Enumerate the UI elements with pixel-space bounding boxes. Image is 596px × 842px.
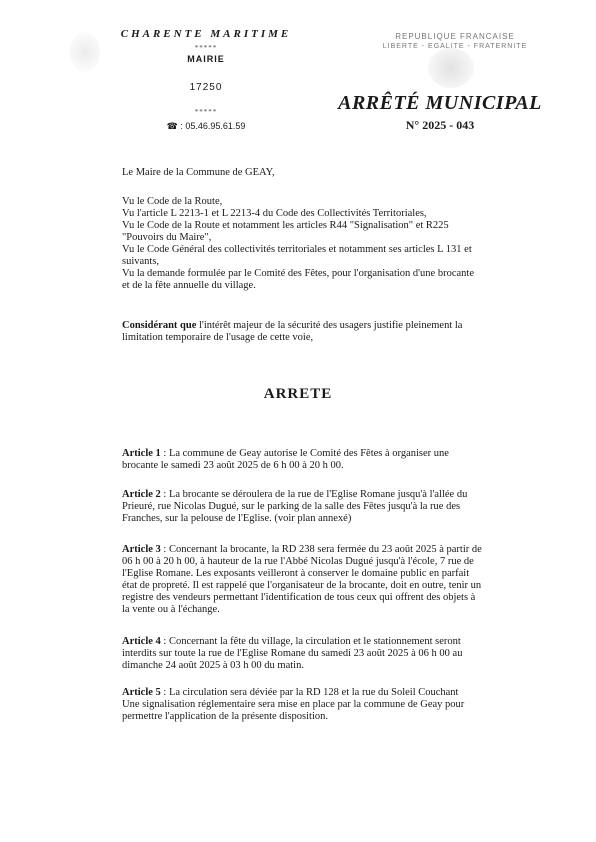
visa-line: Vu le Code de la Route, <box>122 196 223 207</box>
article-text: interdits sur toute la rue de l'Eglise Romane du samedi 23 août 2025 à 06 h 00 au <box>122 648 463 659</box>
considerant-text: l'intérêt majeur de la sécurité des usagers justifie pleinement la <box>196 320 463 331</box>
visa-line: Vu le Code Général des collectivités territoriales et notamment ses articles L 131 et <box>122 244 472 255</box>
visa-line: et de la fête annuelle du village. <box>122 280 256 291</box>
considerant-label: Considérant que <box>122 320 197 331</box>
article-label: Article 5 <box>122 687 161 698</box>
article-text: : Concernant la brocante, la RD 238 sera fermée du 23 août 2025 à partir de <box>160 544 482 555</box>
article-label: Article 2 <box>122 489 161 500</box>
visa-line: Vu l'article L 2213-1 et L 2213-4 du Code des Collectivités Territoriales, <box>122 208 427 219</box>
article-text: brocante le samedi 23 août 2025 de 6 h 00 à 20 h 00. <box>122 460 344 471</box>
visa-line: Vu le Code de la Route et notamment les articles R44 "Signalisation" et R225 <box>122 220 449 231</box>
phone-number: ☎ : 05.46.95.61.59 <box>166 121 246 131</box>
mayor-intro: Le Maire de la Commune de GEAY, <box>122 167 275 178</box>
considerant-block <box>122 320 540 344</box>
visa-line: suivants, <box>122 256 160 267</box>
postal-code: 17250 <box>189 82 223 93</box>
department-name: CHARENTE MARITIME <box>120 28 292 40</box>
ink-smudge <box>70 32 100 72</box>
article-text: état de propreté. Il est rappelé que l'organisateur de la brocante, doit en outre, tenir un <box>122 580 482 591</box>
mairie-label: MAIRIE <box>187 54 225 64</box>
article-text: la vente ou à l'échange. <box>122 604 220 615</box>
article-label: Article 1 <box>122 448 161 459</box>
stars-divider: ***** <box>194 44 218 52</box>
article-4 <box>122 636 540 672</box>
article-text: : La circulation sera déviée par la RD 128 et la rue du Soleil Couchant <box>160 687 459 698</box>
stars-divider-2: ***** <box>194 108 218 116</box>
article-text: Prieuré, rue Nicolas Dugué, sur le parking de la salle des Fêtes jusqu'à la rue des <box>122 501 461 512</box>
republic-seal-icon <box>428 48 474 88</box>
document-type-title: ARRÊTÉ MUNICIPAL <box>338 92 542 114</box>
article-text: Franches, sur la pelouse de l'Eglise. (voir plan annexé) <box>122 513 352 524</box>
decision-heading: ARRETE <box>263 386 333 402</box>
document-number: N° 2025 - 043 <box>405 118 475 132</box>
article-2 <box>122 489 540 525</box>
article-text: 06 h 00 à 20 h 00, à hauteur de la rue l'Abbé Nicolas Dugué jusqu'à l'école, 7 rue de <box>122 556 474 567</box>
article-label: Article 4 <box>122 636 161 647</box>
republic-label: REPUBLIQUE FRANCAISE <box>395 32 515 41</box>
considerant-text: limitation temporaire de l'usage de cette voie, <box>122 332 314 343</box>
visa-line: Vu la demande formulée par le Comité des Fêtes, pour l'organisation d'une brocante <box>122 268 474 279</box>
article-text: permettre l'application de la présente disposition. <box>122 711 328 722</box>
article-text: Une signalisation réglementaire sera mise en place par la commune de Geay pour <box>122 699 465 710</box>
article-3 <box>122 544 540 616</box>
article-text: registre des vendeurs permettant l'identification de tous ceux qui offrent des objets à <box>122 592 476 603</box>
article-text: : La commune de Geay autorise le Comité des Fêtes à organiser une <box>160 448 449 459</box>
visas-block <box>122 196 540 292</box>
visa-line: "Pouvoirs du Maire", <box>122 232 212 243</box>
article-text: : La brocante se déroulera de la rue de l'Eglise Romane jusqu'à l'allée du <box>160 489 468 500</box>
article-text: l'Eglise Romane. Les exposants veilleront à conserver le domaine public en parfait <box>122 568 470 579</box>
motto: LIBERTE - EGALITE - FRATERNITE <box>382 43 528 50</box>
article-1 <box>122 448 540 472</box>
article-text: : Concernant la fête du village, la circulation et le stationnement seront <box>160 636 461 647</box>
article-text: dimanche 24 août 2025 à 03 h 00 du matin. <box>122 660 304 671</box>
article-label: Article 3 <box>122 544 161 555</box>
article-5 <box>122 687 540 723</box>
